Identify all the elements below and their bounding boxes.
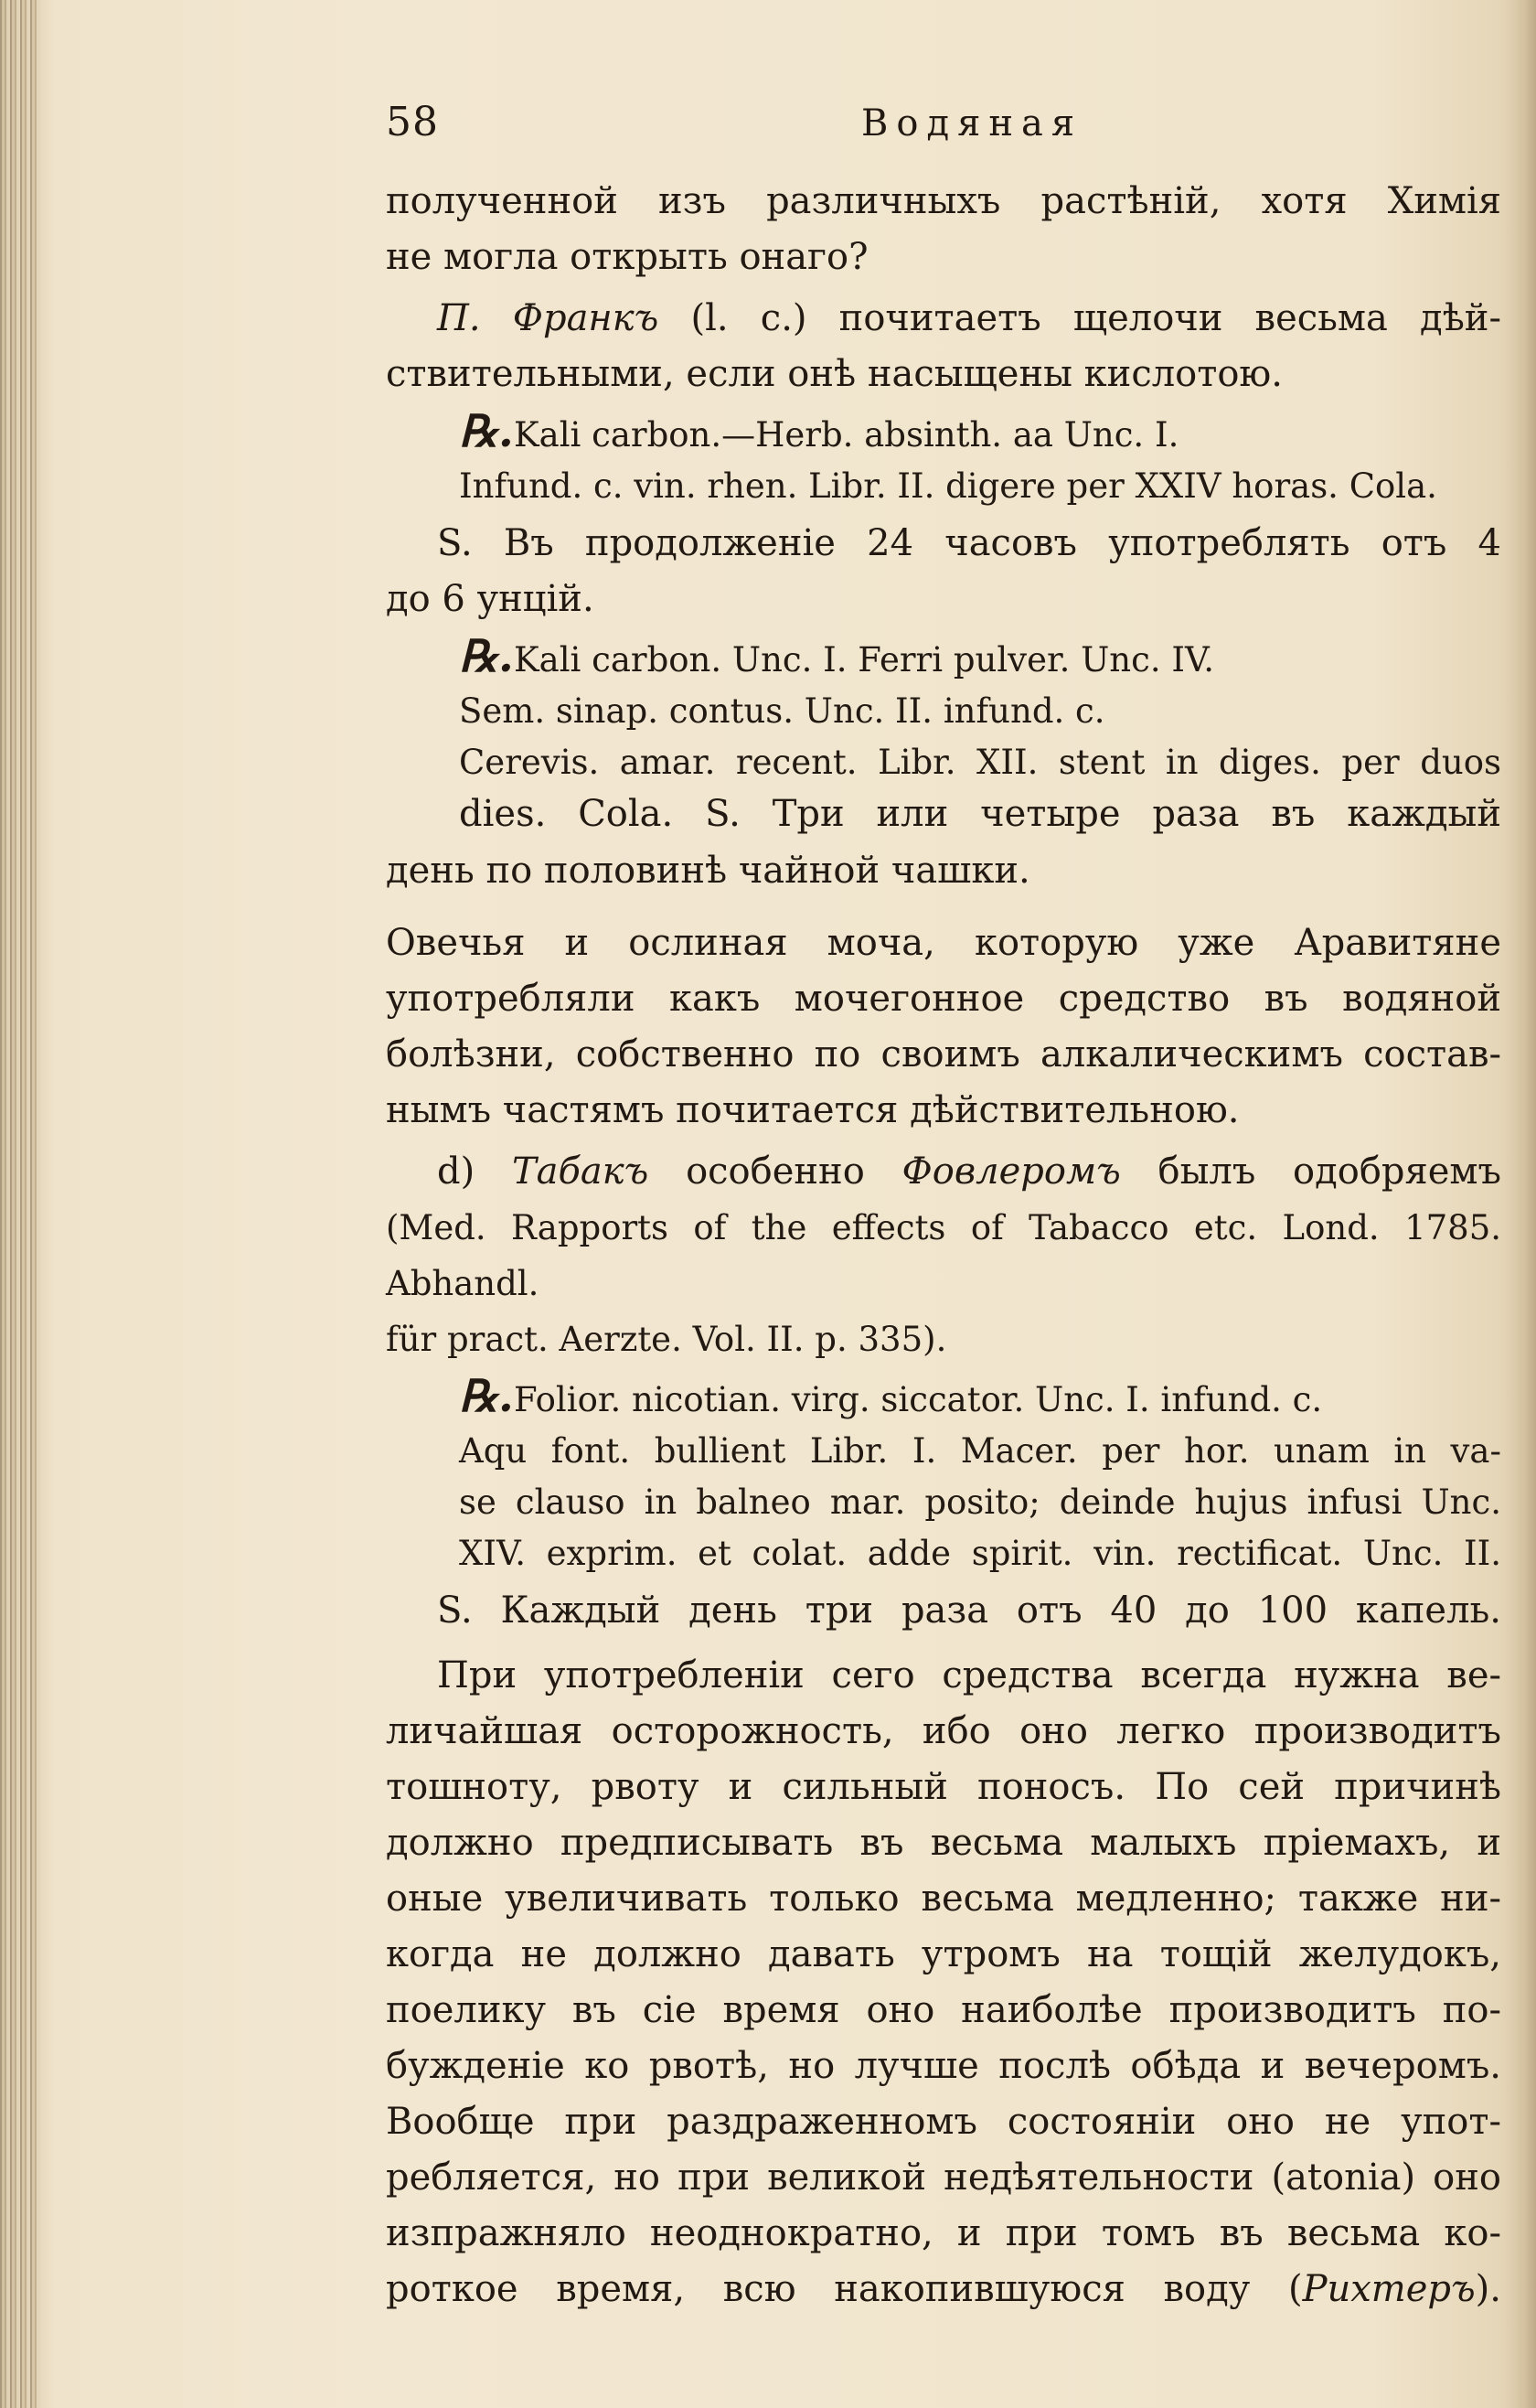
list-marker: d)	[437, 1150, 512, 1193]
text-fragment: (l. c.) почитаетъ щелочи весьма дѣй-	[658, 297, 1501, 339]
text-line: изпражняло неоднократно, и при томъ въ весьма ко-	[386, 2212, 1501, 2254]
text-line: должно предписывать въ весьма малыхъ пріемахъ, и	[386, 1822, 1501, 1864]
text-line: до 6 унцій.	[386, 578, 594, 620]
text-line: Sem. sinap. contus. Unc. II. infund. c.	[459, 691, 1105, 731]
paragraph-2	[386, 291, 1501, 402]
text-line: не могла открыть онаго?	[386, 236, 869, 278]
text-line: Овечья и ослиная моча, которую уже Аравитяне	[386, 922, 1501, 964]
text-line: день по половинѣ чайной чашки.	[386, 850, 1030, 892]
text-line: поелику въ сіе время оно наиболѣе производитъ по-	[386, 1989, 1501, 2031]
recipe-symbol: ℞.	[459, 1371, 514, 1422]
text-line: При употребленіи сего средства всегда нужна ве-	[437, 1654, 1501, 1696]
recipe-symbol: ℞.	[459, 631, 514, 682]
text-line: личайшая осторожность, ибо оно легко производитъ	[386, 1710, 1501, 1752]
text-line: нымъ частямъ почитается дѣйствительною.	[386, 1089, 1240, 1131]
text-line: ребляется, но при великой недѣятельности (atonia) оно	[386, 2156, 1501, 2199]
text-line: (Med. Rapports of the effects of Tabacco etc. Lond. 1785. Abhandl.	[386, 1208, 1501, 1303]
author-name: П. Франкъ	[437, 297, 659, 339]
text-line	[386, 2262, 1501, 2317]
text-line: оные увеличивать только весьма медленно; также ни-	[386, 1878, 1501, 1920]
paragraph-3	[386, 915, 1501, 1139]
signa-3	[386, 1583, 1501, 1639]
text-line: Infund. c. vin. rhen. Libr. II. digere per XXIV horas. Cola.	[459, 466, 1437, 506]
text-line	[459, 631, 1501, 686]
page-edge-right	[1516, 0, 1536, 2408]
text-line: употребляли какъ мочегонное средство въ водяной	[386, 978, 1501, 1020]
text-fragment: Folior. nicotian. virg. siccator. Unc. I. infund. c.	[514, 1380, 1323, 1419]
text-fragment: особенно	[648, 1150, 902, 1193]
text-line: XIV. exprim. et colat. adde spirit. vin. rectificat. Unc. II.	[459, 1534, 1501, 1573]
text-fragment: былъ одобряемъ	[1120, 1150, 1501, 1193]
signa-1	[386, 516, 1501, 627]
text-line: Вообще при раздраженномъ состояніи оно не упот-	[386, 2101, 1501, 2143]
author-name: Рихтеръ	[1302, 2268, 1476, 2310]
text-line: se clauso in balneo mar. posito; deinde hujus infusi Unc.	[459, 1482, 1501, 1522]
text-line: болѣзни, собственно по своимъ алкалическимъ состав-	[386, 1033, 1501, 1076]
prescription-1	[459, 406, 1501, 512]
paragraph-1	[386, 174, 1501, 285]
paragraph-4	[386, 1144, 1501, 1367]
text-line: für pract. Aerzte. Vol. II. p. 335).	[386, 1320, 947, 1359]
text-line: S. Въ продолженіе 24 часовъ употреблять отъ 4	[437, 522, 1501, 564]
text-line	[459, 406, 1501, 461]
text-line	[386, 1144, 1501, 1200]
author-name: Фовлеромъ	[901, 1150, 1121, 1193]
text-line: Cerevis. amar. recent. Libr. XII. stent in diges. per duos	[459, 743, 1501, 782]
text-line	[459, 1371, 1501, 1426]
text-line: тошноту, рвоту и сильный поносъ. По сей причинѣ	[386, 1766, 1501, 1808]
recipe-symbol: ℞.	[459, 406, 514, 457]
page-header	[386, 99, 1481, 154]
prescription-2-end	[386, 843, 1501, 899]
paragraph-5	[386, 1648, 1501, 2317]
text-line: Aqu font. bullient Libr. I. Macer. per hor. unam in va-	[459, 1431, 1501, 1471]
running-head: Водяная	[861, 102, 1083, 144]
text-line: когда не должно давать утромъ на тощій желудокъ,	[386, 1933, 1501, 1975]
text-fragment: роткое время, всю накопившуюся воду (	[386, 2268, 1303, 2310]
text-line: S. Каждый день три раза отъ 40 до 100 капель.	[437, 1589, 1501, 1632]
text-line: dies. Cola. S. Три или четыре раза въ каждый	[459, 793, 1501, 835]
text-line	[386, 291, 1501, 347]
text-line: ствительными, если онѣ насыщены кислотою.	[386, 353, 1283, 395]
page-edge-left	[0, 0, 40, 2408]
text-line: полученной изъ различныхъ растѣній, хотя Химія	[386, 180, 1501, 222]
prescription-2	[459, 631, 1501, 840]
text-line: бужденіе ко рвотѣ, но лучше послѣ обѣда и вечеромъ.	[386, 2045, 1501, 2087]
text-fragment: Kali carbon.—Herb. absinth. aa Unc. I.	[514, 415, 1179, 455]
term: Табакъ	[511, 1150, 649, 1193]
page-number: 58	[386, 99, 439, 145]
text-fragment: ).	[1475, 2268, 1501, 2310]
text-fragment: Kali carbon. Unc. I. Ferri pulver. Unc. IV.	[514, 640, 1214, 680]
page-text	[386, 174, 1501, 2317]
prescription-3	[459, 1371, 1501, 1579]
